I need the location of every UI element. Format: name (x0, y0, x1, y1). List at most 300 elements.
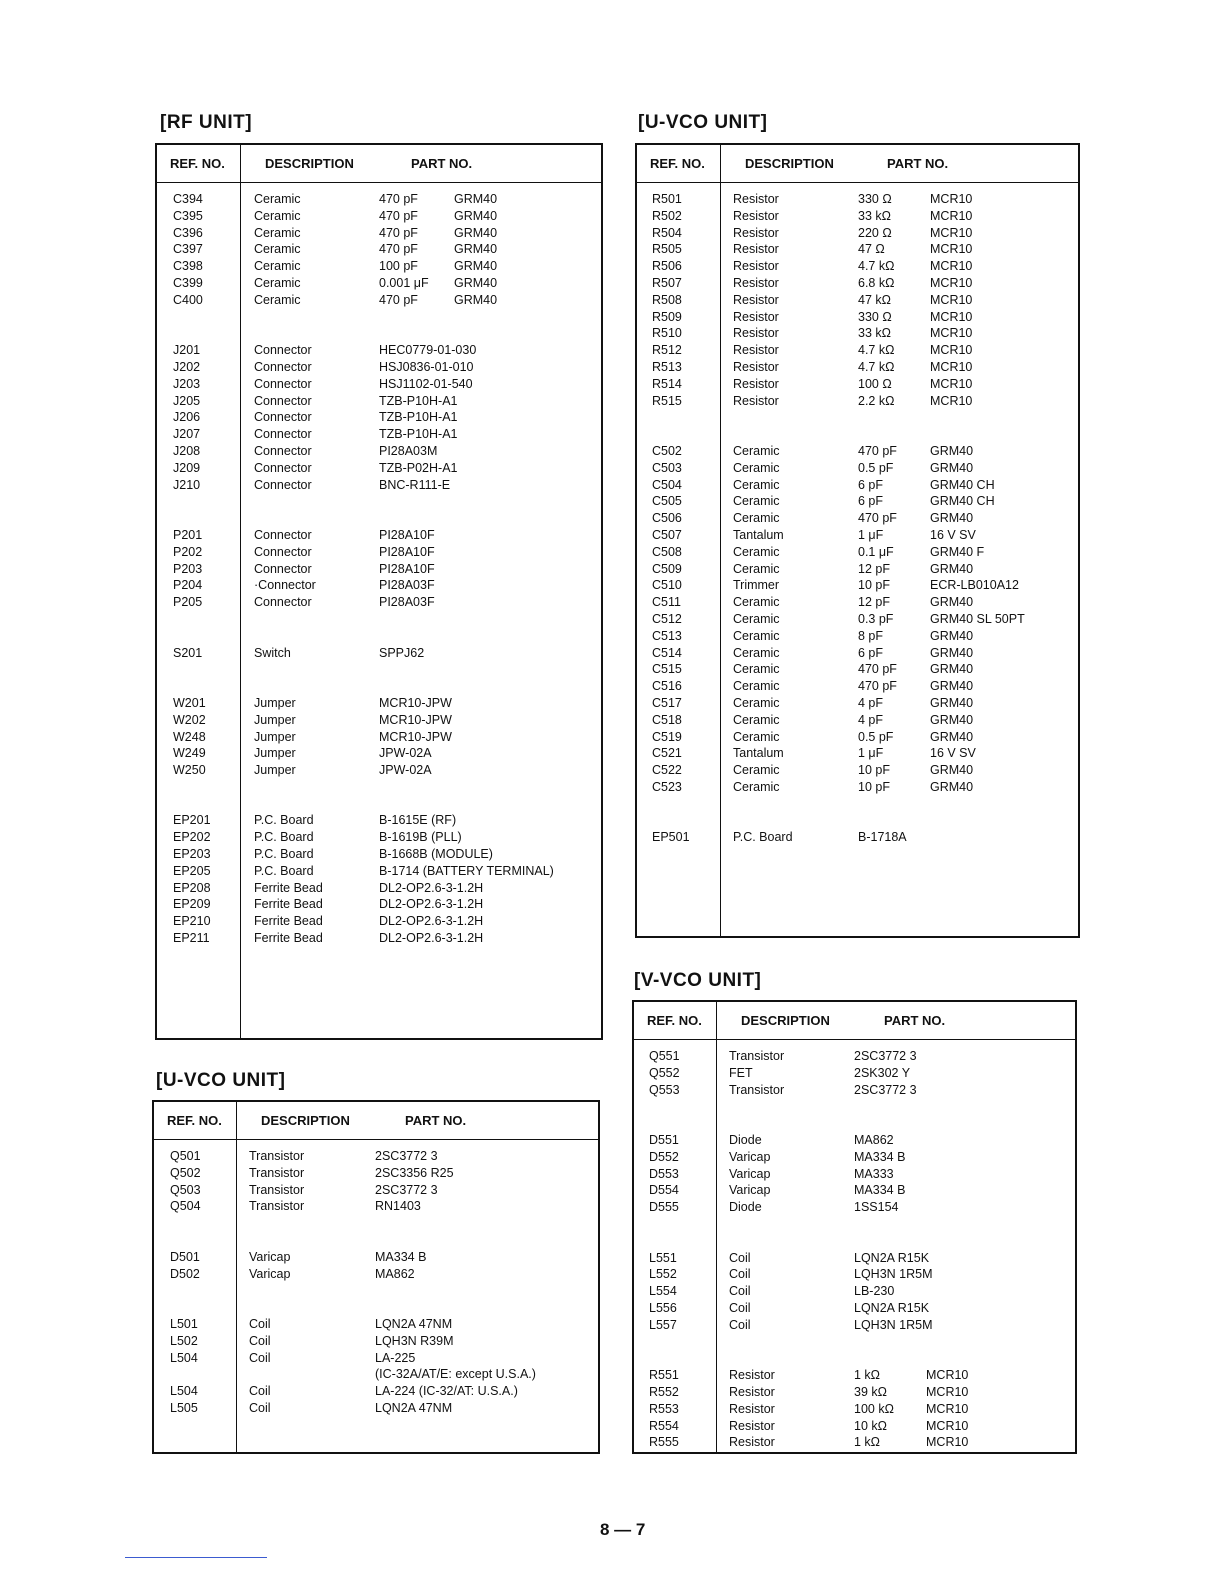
description-cell: Diode (729, 1132, 762, 1147)
part-no-cell: 39 kΩ (854, 1384, 887, 1399)
ref-no-cell: C395 (173, 208, 203, 223)
part-no-cell: 10 pF (858, 779, 890, 794)
footer-rule (125, 1557, 267, 1558)
part-no-cell: 10 pF (858, 763, 890, 778)
ref-no-cell: D502 (170, 1266, 200, 1281)
ref-no-cell: D554 (649, 1183, 679, 1198)
ref-no-cell: J201 (173, 343, 201, 358)
description-cell: Transistor (249, 1149, 305, 1163)
table-row (157, 460, 601, 477)
row-spacer (157, 628, 601, 645)
part-no-cell: MCR10-JPW (379, 695, 452, 710)
description-header: DESCRIPTION (265, 156, 354, 171)
row-spacer (157, 796, 601, 813)
part-no-cell: 2SC3772 3 (375, 1149, 438, 1163)
description-cell: Ceramic (733, 662, 780, 677)
part-no-cell: B-1714 (BATTERY TERMINAL) (379, 863, 554, 878)
description-cell: Resistor (733, 359, 779, 374)
table-row (637, 628, 1078, 645)
uvco-unit-title: [U-VCO UNIT] (638, 112, 768, 133)
part-spec-cell: GRM40 (930, 662, 974, 677)
part-no-cell: MCR10-JPW (379, 729, 452, 744)
ref-no-cell: Q553 (649, 1082, 680, 1097)
ref-no-cell: C508 (652, 544, 682, 559)
part-no-cell: RN1403 (375, 1199, 421, 1214)
part-spec-cell: GRM40 (930, 679, 974, 694)
part-spec-cell: GRM40 (454, 275, 498, 290)
ref-no-cell: J208 (173, 443, 201, 458)
row-spacer (634, 1098, 1075, 1115)
part-no-cell: 2SC3772 3 (375, 1182, 438, 1197)
table-row (634, 1317, 1075, 1334)
part-no-cell: 47 Ω (858, 242, 885, 257)
ref-no-cell: W202 (173, 712, 206, 727)
table-row (157, 275, 601, 292)
ref-no-cell: W249 (173, 746, 206, 761)
part-no-cell: 6 pF (858, 477, 884, 492)
description-cell: Connector (254, 427, 312, 442)
description-cell: Resistor (729, 1384, 775, 1399)
table-row (634, 1082, 1075, 1099)
table-row (637, 258, 1078, 275)
description-cell: Ceramic (733, 494, 780, 509)
row-spacer (637, 812, 1078, 829)
part-no-cell: 470 pF (379, 208, 418, 223)
table-row (634, 1065, 1075, 1082)
part-spec-cell: GRM40 (930, 595, 974, 610)
part-spec-cell: GRM40 (454, 259, 498, 274)
ref-no-cell: R513 (652, 359, 682, 374)
uvco-unit-2-title: [U-VCO UNIT] (156, 1070, 286, 1091)
part-spec-cell: GRM40 (930, 695, 974, 710)
table-row (637, 359, 1078, 376)
part-no-cell: 12 pF (858, 595, 890, 610)
description-header: DESCRIPTION (741, 1013, 830, 1028)
ref-no-cell: S201 (173, 645, 203, 660)
description-cell: Resistor (733, 208, 779, 223)
ref-no-cell: Q551 (649, 1049, 680, 1063)
rf-unit-table (155, 143, 603, 1040)
table-row (157, 577, 601, 594)
table-row (637, 577, 1078, 594)
table-row (157, 241, 601, 258)
description-cell: Coil (729, 1284, 751, 1299)
ref-no-cell: C509 (652, 561, 682, 576)
ref-no-cell: R555 (649, 1435, 679, 1450)
part-no-cell: MA862 (375, 1266, 415, 1281)
part-no-cell: 1 μF (858, 527, 884, 542)
table-row (637, 712, 1078, 729)
part-no-cell: DL2-OP2.6-3-1.2H (379, 914, 484, 929)
part-no-cell: B-1668B (MODULE) (379, 847, 493, 862)
table-row (154, 1350, 598, 1367)
part-spec-cell: MCR10 (930, 275, 973, 290)
part-spec-cell: MCR10 (930, 343, 973, 358)
ref-no-cell: EP209 (173, 897, 211, 912)
ref-no-cell: C517 (652, 695, 682, 710)
table-row (157, 846, 601, 863)
uvco-unit-rows (637, 191, 1078, 846)
description-cell: Connector (254, 595, 312, 610)
rf-unit-title: [RF UNIT] (160, 112, 253, 133)
table-row (634, 1199, 1075, 1216)
ref-no-header: REF. NO. (650, 156, 705, 171)
ref-no-cell: D553 (649, 1166, 679, 1181)
part-no-cell: 0.5 pF (858, 729, 894, 744)
table-row (637, 393, 1078, 410)
row-spacer (157, 661, 601, 678)
table-row (637, 460, 1078, 477)
ref-no-cell: C515 (652, 662, 682, 677)
table-row (157, 812, 601, 829)
part-no-header: PART NO. (405, 1113, 467, 1128)
ref-no-cell: P202 (173, 544, 203, 559)
ref-no-cell: L554 (649, 1284, 677, 1299)
part-no-cell: DL2-OP2.6-3-1.2H (379, 931, 484, 946)
description-cell: Ferrite Bead (254, 897, 323, 912)
description-cell: Coil (729, 1317, 751, 1332)
table-row (157, 426, 601, 443)
part-no-cell: 6 pF (858, 645, 884, 660)
ref-no-cell: L504 (170, 1384, 198, 1399)
ref-no-cell: R508 (652, 292, 682, 307)
description-cell: Ceramic (733, 729, 780, 744)
ref-no-cell: C523 (652, 779, 682, 794)
table-row (157, 594, 601, 611)
row-spacer (634, 1115, 1075, 1132)
part-no-cell: LA-224 (IC-32/AT: U.S.A.) (375, 1384, 518, 1399)
part-spec-cell: MCR10 (930, 326, 973, 341)
row-spacer (157, 510, 601, 527)
part-no-cell: 1 kΩ (854, 1368, 881, 1383)
table-row (634, 1283, 1075, 1300)
description-cell: Ferrite Bead (254, 914, 323, 929)
part-no-cell: MA862 (854, 1132, 894, 1147)
part-no-cell: 4.7 kΩ (858, 259, 895, 274)
ref-no-cell: R504 (652, 225, 682, 240)
table-row (154, 1182, 598, 1199)
part-spec-cell: GRM40 (930, 511, 974, 526)
ref-no-cell: C516 (652, 679, 682, 694)
ref-no-cell: C394 (173, 192, 203, 206)
part-spec-cell: MCR10 (930, 309, 973, 324)
ref-no-cell: P205 (173, 595, 203, 610)
part-spec-cell: MCR10 (930, 225, 973, 240)
description-cell: Ceramic (733, 679, 780, 694)
part-no-cell: 470 pF (858, 662, 897, 677)
description-cell: Switch (254, 645, 291, 660)
part-no-cell: 10 kΩ (854, 1418, 887, 1433)
table-row (634, 1384, 1075, 1401)
description-cell: Varicap (729, 1183, 771, 1198)
table-row (157, 712, 601, 729)
part-no-cell: B-1718A (858, 830, 907, 845)
table-row (637, 527, 1078, 544)
ref-no-cell: C505 (652, 494, 682, 509)
part-no-cell: 4 pF (858, 712, 884, 727)
row-spacer (637, 796, 1078, 813)
part-spec-cell: GRM40 (930, 460, 974, 475)
description-cell: Resistor (733, 292, 779, 307)
description-cell: Tantalum (733, 527, 784, 542)
table-row (154, 1198, 598, 1215)
description-cell: P.C. Board (254, 863, 314, 878)
part-no-cell: 470 pF (858, 443, 897, 458)
part-no-cell: LB-230 (854, 1284, 895, 1299)
part-no-cell: 2SC3356 R25 (375, 1165, 454, 1180)
part-spec-cell: GRM40 (930, 645, 974, 660)
description-cell: Coil (729, 1300, 751, 1315)
ref-no-cell: C400 (173, 292, 203, 307)
description-cell: Resistor (733, 242, 779, 257)
part-no-cell: 0.3 pF (858, 611, 894, 626)
description-cell: ·Connector (254, 578, 316, 593)
description-cell: Resistor (733, 259, 779, 274)
description-cell: Ceramic (733, 763, 780, 778)
part-no-cell: 470 pF (858, 679, 897, 694)
ref-no-cell: R551 (649, 1368, 679, 1383)
part-no-cell: 470 pF (379, 225, 418, 240)
ref-no-cell: C519 (652, 729, 682, 744)
description-cell: Ceramic (254, 242, 301, 257)
ref-no-cell: C514 (652, 645, 682, 660)
table-row (157, 896, 601, 913)
description-cell: Connector (254, 359, 312, 374)
description-cell: Connector (254, 393, 312, 408)
ref-no-cell: J202 (173, 359, 201, 374)
table-row (637, 275, 1078, 292)
ref-no-cell: R510 (652, 326, 682, 341)
row-spacer (157, 779, 601, 796)
ref-no-cell: C513 (652, 628, 682, 643)
ref-no-cell: W201 (173, 695, 206, 710)
part-spec-cell: MCR10 (930, 359, 973, 374)
ref-no-cell: Q501 (170, 1149, 201, 1163)
description-cell: Jumper (254, 746, 296, 761)
table-row (634, 1149, 1075, 1166)
part-spec-cell: GRM40 (930, 443, 974, 458)
part-no-cell: LA-225 (375, 1350, 416, 1365)
description-cell: P.C. Board (254, 847, 314, 862)
description-cell: Resistor (733, 309, 779, 324)
part-no-cell: PI28A10F (379, 561, 435, 576)
table-row (157, 729, 601, 746)
part-no-cell: TZB-P10H-A1 (379, 410, 458, 425)
part-no-cell: 4 pF (858, 695, 884, 710)
table-row (637, 762, 1078, 779)
description-cell: Jumper (254, 729, 296, 744)
description-cell: Ferrite Bead (254, 931, 323, 946)
part-spec-cell: MCR10 (926, 1435, 969, 1450)
table-row (157, 544, 601, 561)
part-no-cell: 6.8 kΩ (858, 275, 895, 290)
table-row (637, 745, 1078, 762)
table-row (637, 729, 1078, 746)
description-cell: Connector (254, 561, 312, 576)
description-cell: Tantalum (733, 746, 784, 761)
table-row (157, 393, 601, 410)
ref-no-cell: C511 (652, 595, 681, 610)
description-cell: Ceramic (254, 225, 301, 240)
ref-no-cell: C507 (652, 527, 682, 542)
description-cell: Ceramic (733, 779, 780, 794)
ref-no-cell: EP202 (173, 830, 211, 845)
part-no-cell: 1 μF (858, 746, 884, 761)
ref-no-cell: EP205 (173, 863, 211, 878)
ref-no-cell: L556 (649, 1300, 677, 1315)
part-no-cell: 470 pF (379, 242, 418, 257)
description-cell: Transistor (729, 1082, 785, 1097)
table-row (637, 695, 1078, 712)
description-cell: Ceramic (733, 511, 780, 526)
part-no-cell: PI28A10F (379, 527, 435, 542)
ref-no-cell: C504 (652, 477, 682, 492)
ref-no-cell: R554 (649, 1418, 679, 1433)
description-cell: Ceramic (733, 645, 780, 660)
table-row (637, 309, 1078, 326)
ref-no-cell: C521 (652, 746, 682, 761)
description-cell: Resistor (729, 1401, 775, 1416)
part-spec-cell: MCR10 (930, 376, 973, 391)
description-cell: Resistor (733, 192, 779, 206)
part-no-cell: 0.5 pF (858, 460, 894, 475)
description-cell: Coil (249, 1333, 271, 1348)
description-cell: Ceramic (254, 275, 301, 290)
ref-no-cell: L502 (170, 1333, 198, 1348)
ref-no-cell: D551 (649, 1132, 679, 1147)
ref-no-cell: C502 (652, 443, 682, 458)
part-no-cell: TZB-P10H-A1 (379, 393, 458, 408)
part-no-cell: 1 kΩ (854, 1435, 881, 1450)
table-row (157, 258, 601, 275)
description-cell: P.C. Board (254, 813, 314, 828)
part-spec-cell: GRM40 (454, 292, 498, 307)
part-no-cell: B-1619B (PLL) (379, 830, 462, 845)
ref-no-cell: C510 (652, 578, 682, 593)
description-cell: Varicap (249, 1249, 291, 1264)
row-spacer (157, 493, 601, 510)
ref-no-cell: C506 (652, 511, 682, 526)
table-row (157, 443, 601, 460)
description-cell: Connector (254, 343, 312, 358)
ref-no-cell: W248 (173, 729, 206, 744)
description-cell: Ceramic (733, 460, 780, 475)
part-no-cell: LQH3N 1R5M (854, 1267, 933, 1282)
table-row (157, 561, 601, 578)
ref-no-cell: C503 (652, 460, 682, 475)
part-no-cell: (IC-32A/AT/E: except U.S.A.) (375, 1367, 536, 1382)
table-row (637, 208, 1078, 225)
part-no-cell: 4.7 kΩ (858, 359, 895, 374)
description-cell: Ceramic (254, 192, 301, 206)
description-cell: Transistor (249, 1182, 305, 1197)
row-spacer (154, 1299, 598, 1316)
ref-no-cell: EP210 (173, 914, 211, 929)
row-spacer (634, 1334, 1075, 1351)
ref-no-cell: J210 (173, 477, 201, 492)
description-cell: Diode (729, 1200, 762, 1215)
table-row (157, 863, 601, 880)
part-no-header: PART NO. (411, 156, 473, 171)
table-row (157, 208, 601, 225)
description-cell: Varicap (729, 1166, 771, 1181)
part-no-cell: 12 pF (858, 561, 890, 576)
table-row (637, 594, 1078, 611)
ref-no-cell: P201 (173, 527, 203, 542)
ref-no-cell: R552 (649, 1384, 679, 1399)
table-row (157, 829, 601, 846)
part-spec-cell: GRM40 (454, 225, 498, 240)
description-cell: Connector (254, 410, 312, 425)
description-header: DESCRIPTION (745, 156, 834, 171)
part-no-cell: 4.7 kΩ (858, 343, 895, 358)
description-cell: Connector (254, 527, 312, 542)
description-cell: Ceramic (733, 561, 780, 576)
table-row (634, 1048, 1075, 1065)
description-cell: Resistor (733, 376, 779, 391)
ref-no-header: REF. NO. (167, 1113, 222, 1128)
table-row (154, 1165, 598, 1182)
table-row (637, 376, 1078, 393)
part-no-cell: HSJ1102-01-540 (379, 376, 473, 391)
table-row (157, 762, 601, 779)
part-spec-cell: GRM40 CH (930, 494, 995, 509)
description-cell: P.C. Board (254, 830, 314, 845)
table-row (157, 880, 601, 897)
part-no-cell: 100 pF (379, 259, 418, 274)
ref-no-cell: D552 (649, 1149, 679, 1164)
description-cell: Coil (249, 1384, 271, 1399)
part-spec-cell: MCR10 (930, 393, 973, 408)
part-no-cell: 470 pF (858, 511, 897, 526)
part-spec-cell: 16 V SV (930, 527, 976, 542)
table-row (637, 678, 1078, 695)
description-cell: Jumper (254, 712, 296, 727)
description-cell: Resistor (733, 393, 779, 408)
table-row (634, 1132, 1075, 1149)
part-no-cell: HEC0779-01-030 (379, 343, 477, 358)
part-spec-cell: MCR10 (926, 1418, 969, 1433)
part-no-cell: BNC-R111-E (379, 477, 451, 492)
description-cell: Coil (249, 1316, 271, 1331)
part-spec-cell: MCR10 (930, 192, 973, 206)
part-no-cell: 220 Ω (858, 225, 892, 240)
ref-no-cell: J205 (173, 393, 201, 408)
part-no-cell: MA334 B (375, 1249, 427, 1264)
description-cell: Resistor (733, 343, 779, 358)
table-row (637, 611, 1078, 628)
row-spacer (154, 1232, 598, 1249)
part-spec-cell: MCR10 (926, 1384, 969, 1399)
rf-unit-rows (157, 191, 601, 947)
table-row (634, 1182, 1075, 1199)
part-no-cell: 470 pF (379, 292, 418, 307)
description-header: DESCRIPTION (261, 1113, 350, 1128)
description-cell: Connector (254, 443, 312, 458)
ref-no-header: REF. NO. (170, 156, 225, 171)
row-spacer (637, 426, 1078, 443)
part-no-cell: 1SS154 (854, 1200, 899, 1215)
table-row (157, 342, 601, 359)
table-row (154, 1148, 598, 1165)
table-row (157, 225, 601, 242)
ref-no-cell: P204 (173, 578, 203, 593)
ref-no-cell: R515 (652, 393, 682, 408)
vvco-unit-rows (634, 1048, 1075, 1451)
part-no-cell: 100 Ω (858, 376, 892, 391)
part-no-cell: LQN2A 47NM (375, 1316, 453, 1331)
part-spec-cell: ECR-LB010A12 (930, 578, 1019, 593)
